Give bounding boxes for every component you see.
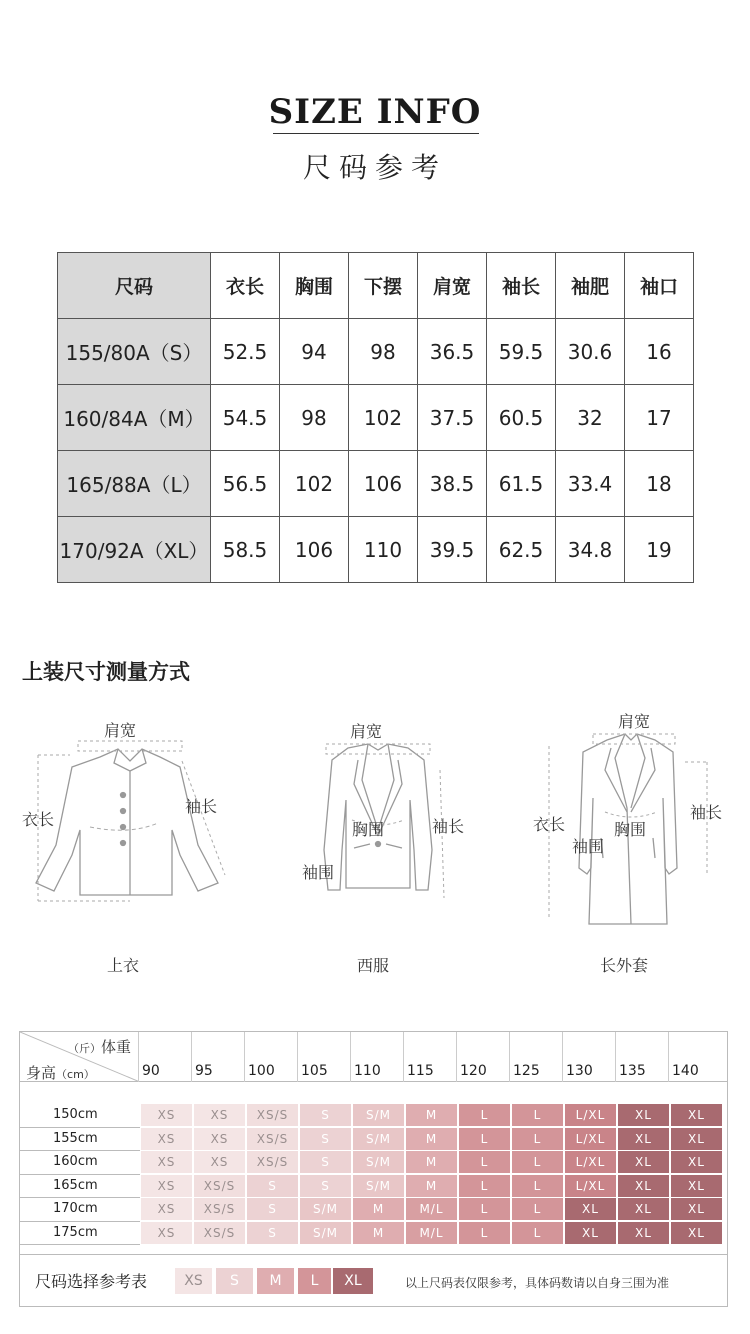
size-cell: M — [353, 1198, 404, 1220]
table-cell: 30.6 — [556, 319, 625, 385]
weight-header: 105 — [301, 1063, 328, 1079]
column-divider — [562, 1032, 563, 1082]
column-divider — [138, 1032, 139, 1082]
weight-header: 130 — [566, 1063, 593, 1079]
height-row-label: 175cm — [53, 1224, 98, 1240]
size-cell: L/XL — [565, 1175, 616, 1197]
table-row — [58, 451, 694, 517]
size-cell: M — [406, 1151, 457, 1173]
legend-divider — [20, 1254, 728, 1255]
table-row — [58, 319, 694, 385]
table-cell: 39.5 — [418, 517, 487, 583]
column-divider — [244, 1032, 245, 1082]
table-cell: 18 — [625, 451, 694, 517]
table-cell: 102 — [280, 451, 349, 517]
size-cell: L — [512, 1151, 563, 1173]
size-cell: S — [300, 1128, 351, 1150]
page-title: SIZE INFO — [268, 92, 482, 132]
size-cell: S — [300, 1151, 351, 1173]
size-cell: S — [247, 1222, 298, 1244]
coat-length-label: 衣长 — [533, 815, 566, 834]
coat-sleeve-label: 袖长 — [690, 803, 723, 822]
size-cell: XS — [141, 1128, 192, 1150]
row-divider — [20, 1197, 140, 1198]
size-cell: L/XL — [565, 1104, 616, 1126]
size-table — [57, 252, 694, 583]
size-cell: XS — [141, 1198, 192, 1220]
size-cell: S/M — [300, 1198, 351, 1220]
column-divider — [615, 1032, 616, 1082]
table-cell: 102 — [349, 385, 418, 451]
blazer-shoulder-label: 肩宽 — [350, 722, 383, 741]
table-cell: 37.5 — [418, 385, 487, 451]
weight-header: 140 — [672, 1063, 699, 1079]
legend-note: 以上尺码表仅限参考，具体码数请以自身三围为准 — [405, 1276, 670, 1290]
shirt-illustration — [30, 735, 230, 910]
legend-s: S — [216, 1268, 253, 1294]
size-cell: XL — [565, 1198, 616, 1220]
table-cell: 59.5 — [487, 319, 556, 385]
table-cell: 110 — [349, 517, 418, 583]
height-axis-label: 身高（cm） — [26, 1064, 95, 1082]
size-cell: L — [459, 1128, 510, 1150]
column-divider — [509, 1032, 510, 1082]
size-cell: S — [247, 1175, 298, 1197]
size-cell: L/XL — [565, 1151, 616, 1173]
column-divider — [297, 1032, 298, 1082]
column-divider — [668, 1032, 669, 1082]
table-cell: 32 — [556, 385, 625, 451]
legend-title: 尺码选择参考表 — [35, 1272, 148, 1291]
row-divider — [20, 1127, 140, 1128]
weight-header: 90 — [142, 1063, 160, 1079]
size-cell: S/M — [353, 1151, 404, 1173]
size-cell: L — [512, 1104, 563, 1126]
row-divider — [20, 1174, 140, 1175]
column-divider — [350, 1032, 351, 1082]
column-divider — [403, 1032, 404, 1082]
shirt-shoulder-label: 肩宽 — [104, 721, 137, 740]
height-row-label: 160cm — [53, 1154, 98, 1169]
size-label-cell: 170/92A（XL） — [58, 517, 211, 583]
blazer-caption: 西服 — [357, 956, 390, 975]
table-cell: 19 — [625, 517, 694, 583]
coat-chest-label: 胸围 — [614, 820, 647, 839]
size-cell: L — [459, 1175, 510, 1197]
table-cell: 54.5 — [211, 385, 280, 451]
size-label-cell: 155/80A（S） — [58, 319, 211, 385]
header-cell: 胸围 — [280, 253, 349, 319]
table-cell: 106 — [280, 517, 349, 583]
table-cell: 58.5 — [211, 517, 280, 583]
weight-header: 115 — [407, 1063, 434, 1079]
size-cell: XL — [618, 1104, 669, 1126]
blazer-cuff-label: 袖围 — [302, 863, 335, 882]
table-cell: 98 — [349, 319, 418, 385]
table-cell: 62.5 — [487, 517, 556, 583]
weight-header: 120 — [460, 1063, 487, 1079]
legend-m: M — [257, 1268, 294, 1294]
measure-title: 上装尺寸测量方式 — [22, 660, 190, 684]
table-cell: 52.5 — [211, 319, 280, 385]
table-cell: 34.8 — [556, 517, 625, 583]
header-cell: 袖口 — [625, 253, 694, 319]
size-cell: XS — [194, 1151, 245, 1173]
weight-header: 110 — [354, 1063, 381, 1079]
column-divider — [456, 1032, 457, 1082]
size-cell: XS — [141, 1151, 192, 1173]
header-cell: 衣长 — [211, 253, 280, 319]
legend-xl: XL — [333, 1268, 373, 1294]
shirt-caption: 上衣 — [107, 956, 140, 975]
size-label-cell: 165/88A（L） — [58, 451, 211, 517]
size-cell: XL — [671, 1222, 722, 1244]
blazer-sleeve-label: 袖长 — [432, 817, 465, 836]
size-cell: XL — [671, 1175, 722, 1197]
table-cell: 33.4 — [556, 451, 625, 517]
title-divider — [273, 133, 479, 134]
coat-shoulder-label: 肩宽 — [618, 712, 651, 731]
size-cell: L — [459, 1198, 510, 1220]
height-row-label: 170cm — [53, 1201, 98, 1216]
shirt-length-label: 衣长 — [22, 810, 55, 829]
legend-xs: XS — [175, 1268, 212, 1294]
size-cell: S — [300, 1175, 351, 1197]
size-cell: XS — [141, 1222, 192, 1244]
table-cell: 106 — [349, 451, 418, 517]
size-cell: XL — [671, 1128, 722, 1150]
table-cell: 61.5 — [487, 451, 556, 517]
row-divider — [20, 1244, 140, 1245]
size-cell: M — [406, 1128, 457, 1150]
size-cell: XS — [141, 1104, 192, 1126]
size-cell: XL — [618, 1222, 669, 1244]
size-cell: M — [406, 1104, 457, 1126]
header-cell: 尺码 — [58, 253, 211, 319]
legend-l: L — [298, 1268, 331, 1294]
height-row-label: 155cm — [53, 1130, 98, 1146]
size-cell: S — [300, 1104, 351, 1126]
size-cell: L — [459, 1151, 510, 1173]
size-cell: XS — [194, 1104, 245, 1126]
blazer-chest-label: 胸围 — [352, 820, 385, 839]
size-cell: M/L — [406, 1198, 457, 1220]
size-cell: XS/S — [247, 1151, 298, 1173]
weight-header: 135 — [619, 1063, 646, 1079]
weight-axis-label: （斤）体重 — [68, 1038, 132, 1056]
height-row-label: 150cm — [53, 1107, 98, 1122]
header-cell: 肩宽 — [418, 253, 487, 319]
size-cell: S/M — [353, 1128, 404, 1150]
size-cell: M — [406, 1175, 457, 1197]
row-divider — [20, 1150, 140, 1151]
table-cell: 38.5 — [418, 451, 487, 517]
size-cell: XL — [618, 1198, 669, 1220]
header-cell: 下摆 — [349, 253, 418, 319]
size-cell: XL — [671, 1104, 722, 1126]
coat-caption: 长外套 — [600, 956, 649, 975]
weight-header: 100 — [248, 1063, 275, 1079]
size-cell: XL — [671, 1198, 722, 1220]
table-cell: 56.5 — [211, 451, 280, 517]
size-cell: XS/S — [194, 1198, 245, 1220]
size-cell: XS — [194, 1128, 245, 1150]
weight-header: 95 — [195, 1063, 213, 1079]
table-cell: 17 — [625, 385, 694, 451]
size-cell: L/XL — [565, 1128, 616, 1150]
table-row — [58, 517, 694, 583]
size-cell: L — [512, 1198, 563, 1220]
table-cell: 36.5 — [418, 319, 487, 385]
table-cell: 94 — [280, 319, 349, 385]
size-label-cell: 160/84A（M） — [58, 385, 211, 451]
table-header-row — [58, 253, 694, 319]
size-cell: S — [247, 1198, 298, 1220]
header-cell: 袖肥 — [556, 253, 625, 319]
table-cell: 98 — [280, 385, 349, 451]
page-subtitle: 尺码参考 — [302, 151, 447, 184]
table-row — [58, 385, 694, 451]
height-row-label: 165cm — [53, 1177, 98, 1193]
size-cell: XL — [618, 1128, 669, 1150]
size-cell: L — [459, 1222, 510, 1244]
size-cell: XS/S — [247, 1128, 298, 1150]
size-cell: M — [353, 1222, 404, 1244]
coat-cuff-label: 袖围 — [572, 837, 605, 856]
size-cell: XL — [565, 1222, 616, 1244]
size-cell: S/M — [300, 1222, 351, 1244]
size-cell: L — [512, 1128, 563, 1150]
header-cell: 袖长 — [487, 253, 556, 319]
size-cell: L — [512, 1222, 563, 1244]
size-cell: S/M — [353, 1175, 404, 1197]
size-cell: XS/S — [194, 1222, 245, 1244]
size-cell: XS/S — [247, 1104, 298, 1126]
size-cell: XS — [141, 1175, 192, 1197]
column-divider — [191, 1032, 192, 1082]
size-reference-chart — [19, 1031, 728, 1307]
size-cell: XS/S — [194, 1175, 245, 1197]
table-cell: 60.5 — [487, 385, 556, 451]
row-divider — [20, 1221, 140, 1222]
size-cell: XL — [671, 1151, 722, 1173]
shirt-sleeve-label: 袖长 — [185, 797, 218, 816]
size-cell: L — [512, 1175, 563, 1197]
size-cell: L — [459, 1104, 510, 1126]
size-cell: XL — [618, 1151, 669, 1173]
size-cell: XL — [618, 1175, 669, 1197]
size-cell: M/L — [406, 1222, 457, 1244]
weight-header: 125 — [513, 1063, 540, 1079]
table-cell: 16 — [625, 319, 694, 385]
size-cell: S/M — [353, 1104, 404, 1126]
